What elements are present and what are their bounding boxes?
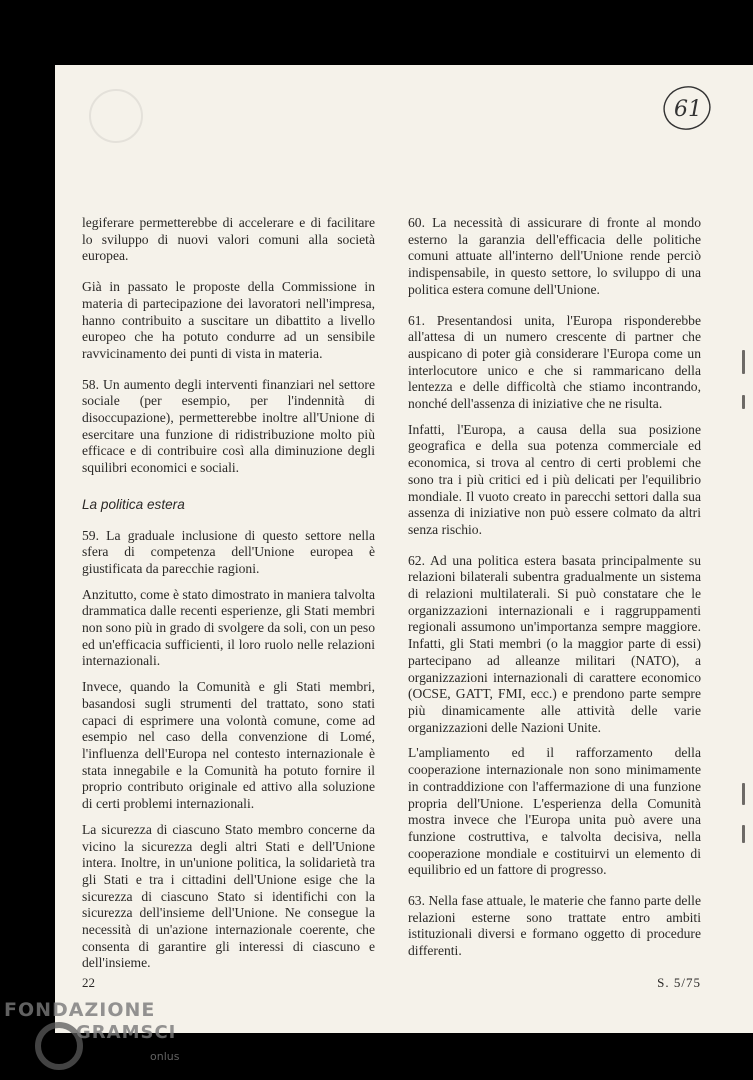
paragraph: Anzitutto, come è stato dimostrato in maniera talvolta drammatica dalle recenti esperienze, gli Stati membri non sono più in grado di svolgere da soli, con un peso ed un'efficacia sufficienti, il loro ruolo nelle relazioni internazionali.	[82, 586, 375, 669]
page-number: 22	[82, 975, 95, 990]
svg-text:FONDAZIONE: FONDAZIONE	[4, 999, 156, 1021]
paragraph: Invece, quando la Comunità e gli Stati membri, basandosi sugli strumenti del trattato, sono stati capaci di esprimere una volontà comune, come ad esempio nel caso della convenzione di Lomé, l'influenza dell'Europa nel contesto internazionale è stata innegabile e la Comunità ha potuto fornire il proprio contributo originale ed attivo alla soluzione di certi problemi internazionali.	[82, 679, 375, 812]
document-page	[55, 65, 753, 1033]
handwritten-page-mark	[661, 83, 713, 135]
paragraph: La sicurezza di ciascuno Stato membro concerne da vicino la sicurezza degli altri Stati e dell'Unione intera. Inoltre, in un'unione politica, la solidarietà tra gli Stati e tra i cittadini dell'Unione esige che la sicurezza di ciascuno Stato si identifichi con la sicurezza dell'insieme dell'Unione. Ne consegue la necessità di un'azione internazionale coerente, che consenta di garantire gli interessi di ciascuno e dell'insieme.	[82, 821, 375, 971]
svg-text:61: 61	[674, 97, 702, 122]
right-column	[408, 215, 701, 969]
section-title: La politica estera	[82, 496, 185, 512]
svg-text:GRAMSCI: GRAMSCI	[76, 1022, 177, 1043]
paragraph-59: 59. La graduale inclusione di questo settore nella sfera di competenza dell'Unione europea è giustificata da parecchie ragioni.	[82, 527, 375, 576]
paragraph: Già in passato le proposte della Commissione in materia di partecipazione dei lavoratori nell'impresa, hanno contribuito a suscitare un dibattito a livello europeo che ha potuto condurre ad un sensibile ravvicinamento dei punti di vista in materia.	[82, 279, 375, 361]
paragraph-62: 62. Ad una politica estera basata principalmente su relazioni bilaterali subentra gradualmente un sistema di relazioni multilaterali. Si può constatare che le organizzazioni internazionali e i raggruppamenti regionali assumono un'importanza sempre maggiore. Infatti, gli Stati membri (o la maggior parte di essi) partecipano ad alleanze militari (NATO), a organizzazioni internazionali di carattere economico (OCSE, GATT, FMI, ecc.) e prendono parte sempre più dinamicamente alle attività delle varie organizzazioni delle Nazioni Unite.	[408, 552, 701, 735]
bleed-through-stamp	[85, 85, 147, 147]
document-reference: S. 5/75	[657, 975, 701, 990]
paragraph: legiferare permetterebbe di accelerare e di facilitare lo sviluppo di nuovi valori comuni alla società europea.	[82, 215, 375, 264]
paragraph-61: 61. Presentandosi unita, l'Europa risponderebbe all'attesa di un numero crescente di partner che auspicano di poter già considerare l'Europa come un interlocutore unico e che si rammaricano della lentezza e delle difficoltà che stiamo incontrando, nonché dell'assenza di iniziative che ne risulta.	[408, 312, 701, 412]
edge-mark	[742, 825, 745, 843]
svg-text:onlus: onlus	[150, 1050, 180, 1063]
paragraph-58: 58. Un aumento degli interventi finanziari nel settore sociale (per esempio, per l'indennità di disoccupazione), permetterebbe inoltre all'Unione di esercitare una funzione di ridistribuzione molto più efficace e di contribuire così alla diminuzione degli squilibri economici e sociali.	[82, 376, 375, 476]
left-column	[82, 215, 375, 981]
paragraph: Infatti, l'Europa, a causa della sua posizione geografica e della sua potenza commerciale ed economica, si trova al centro di certi problemi che sono tra i più critici ed i più delicati per l'equilibrio mondiale. Il vuoto creato in parecchi settori dalla sua assenza di iniziative non può essere colmato da altri senza rischio.	[408, 421, 701, 537]
edge-mark	[742, 395, 745, 409]
fondazione-gramsci-watermark	[4, 996, 194, 1076]
paragraph-60: 60. La necessità di assicurare di fronte al mondo esterno la garanzia dell'efficacia delle politiche comuni attuate all'interno dell'Unione rende perciò indispensabile, in questo settore, lo sviluppo di una politica estera comune dell'Unione.	[408, 215, 701, 297]
paragraph-63: 63. Nella fase attuale, le materie che fanno parte delle relazioni esterne sono trattate entro ambiti istituzionali diversi e formano oggetto di procedure differenti.	[408, 893, 701, 959]
edge-mark	[742, 350, 745, 374]
edge-mark	[742, 783, 745, 805]
paragraph: L'ampliamento ed il rafforzamento della cooperazione internazionale non sono minimamente in contraddizione con l'affermazione di una funzione propria dell'Unione. L'esperienza della Comunità mostra invece che l'Europa unita può avere una funzione costruttiva, e talvolta decisiva, nella cooperazione mondiale e costituirvi un elemento di equilibrio ed un fattore di progresso.	[408, 745, 701, 878]
